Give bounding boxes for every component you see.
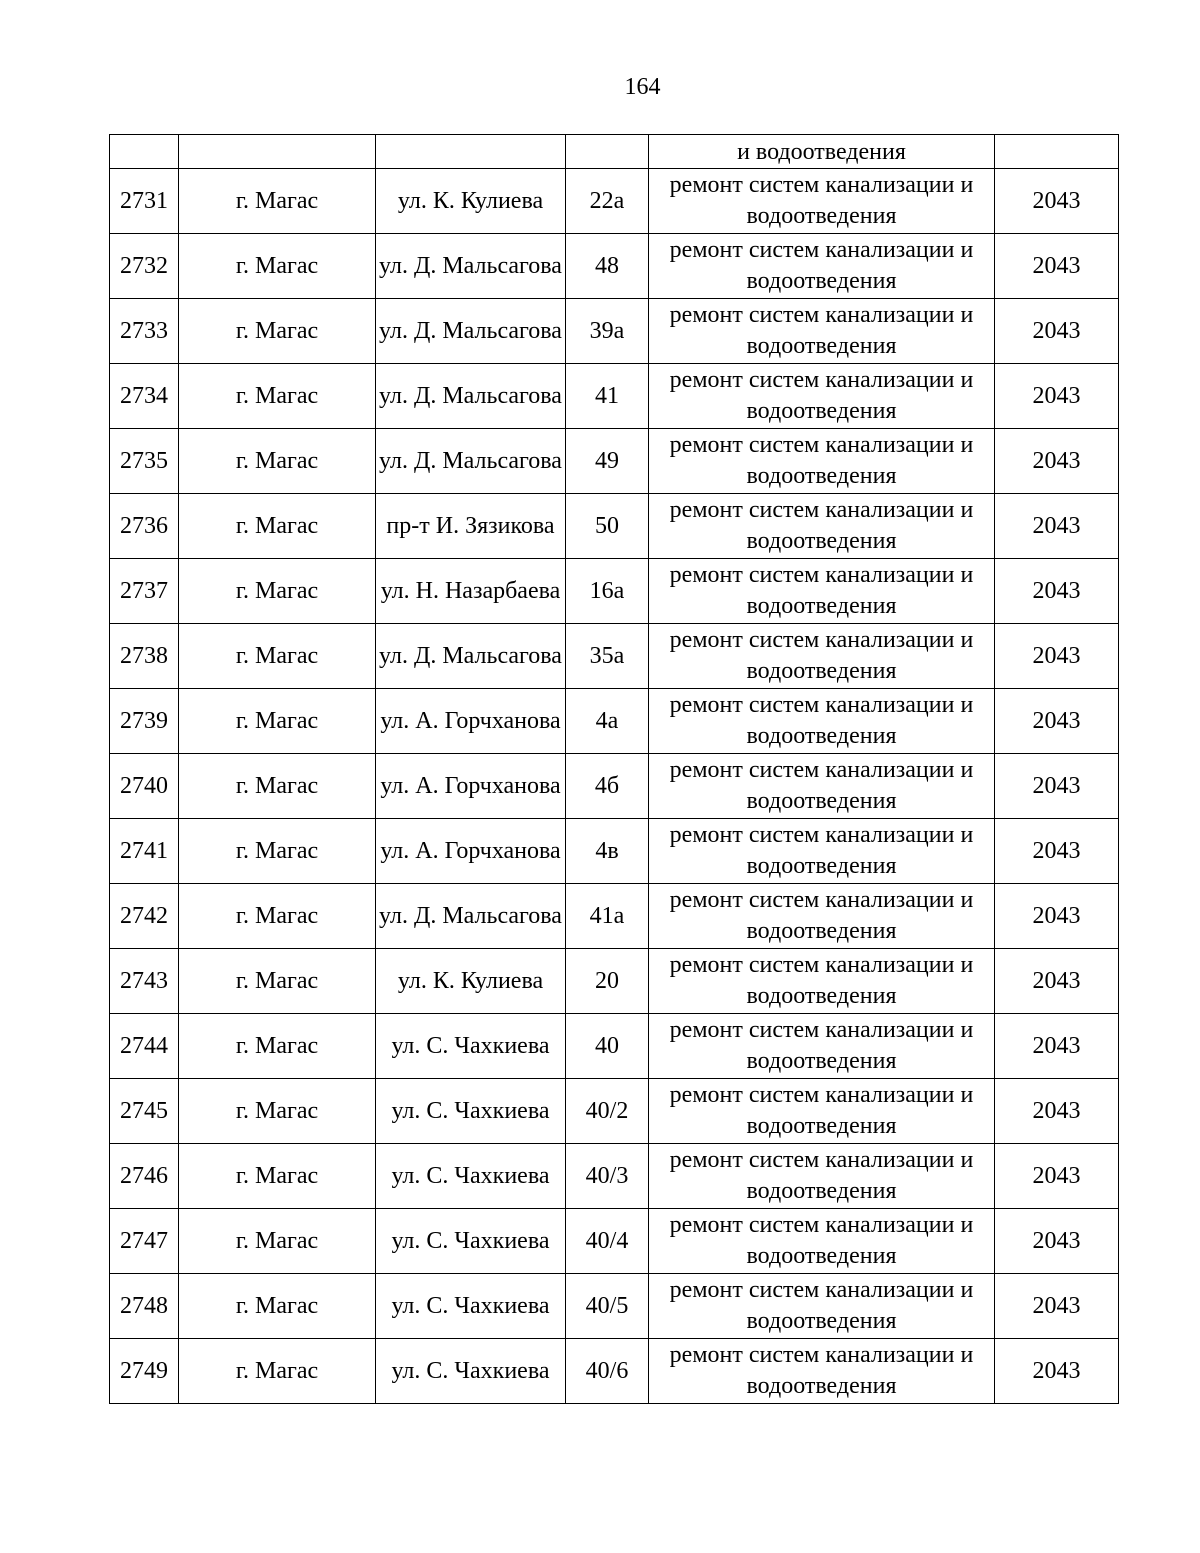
- table-row: [110, 884, 1119, 949]
- cell-city: г. Магас: [179, 689, 376, 754]
- cell-work: ремонт систем канализации и водоотведения: [649, 689, 995, 754]
- cell-work: ремонт систем канализации и водоотведения: [649, 819, 995, 884]
- cell-year: 2043: [995, 1274, 1119, 1339]
- cell-work: ремонт систем канализации и водоотведения: [649, 884, 995, 949]
- table-row: [110, 169, 1119, 234]
- cell-house: 20: [566, 949, 649, 1014]
- cell-num: 2731: [110, 169, 179, 234]
- cell-year: 2043: [995, 559, 1119, 624]
- table-row: [110, 1144, 1119, 1209]
- cell-work: ремонт систем канализации и водоотведения: [649, 299, 995, 364]
- cell-num: 2743: [110, 949, 179, 1014]
- cell-house: 50: [566, 494, 649, 559]
- registry-table: [109, 134, 1119, 1404]
- cell-street: ул. Д. Мальсагова: [376, 429, 566, 494]
- cell-work: ремонт систем канализации и водоотведения: [649, 559, 995, 624]
- cell-year: 2043: [995, 364, 1119, 429]
- cell-city: г. Магас: [179, 819, 376, 884]
- table-row: [110, 494, 1119, 559]
- cell-num: 2737: [110, 559, 179, 624]
- cell-work: ремонт систем канализации и водоотведения: [649, 1014, 995, 1079]
- cell-street: ул. А. Горчханова: [376, 689, 566, 754]
- table-row: [110, 299, 1119, 364]
- cell-street: ул. Д. Мальсагова: [376, 624, 566, 689]
- table-row: [110, 689, 1119, 754]
- cell-year: 2043: [995, 1014, 1119, 1079]
- cell-work: и водоотведения: [649, 135, 995, 169]
- cell-year: 2043: [995, 234, 1119, 299]
- cell-street: ул. Д. Мальсагова: [376, 299, 566, 364]
- cell-house: 40/5: [566, 1274, 649, 1339]
- cell-year: 2043: [995, 754, 1119, 819]
- cell-street: ул. А. Горчханова: [376, 819, 566, 884]
- cell-year: 2043: [995, 1144, 1119, 1209]
- cell-work: ремонт систем канализации и водоотведения: [649, 169, 995, 234]
- cell-work: ремонт систем канализации и водоотведения: [649, 1274, 995, 1339]
- cell-work: ремонт систем канализации и водоотведения: [649, 1339, 995, 1404]
- cell-house: 40/3: [566, 1144, 649, 1209]
- table-row: [110, 429, 1119, 494]
- table-row: [110, 1209, 1119, 1274]
- table-row: [110, 949, 1119, 1014]
- cell-city: г. Магас: [179, 494, 376, 559]
- cell-year: 2043: [995, 169, 1119, 234]
- cell-year: 2043: [995, 494, 1119, 559]
- cell-house: 40/6: [566, 1339, 649, 1404]
- cell-city: г. Магас: [179, 429, 376, 494]
- cell-num: 2736: [110, 494, 179, 559]
- cell-city: г. Магас: [179, 1339, 376, 1404]
- table-row: [110, 1339, 1119, 1404]
- cell-street: ул. С. Чахкиева: [376, 1274, 566, 1339]
- cell-year: 2043: [995, 1079, 1119, 1144]
- cell-house: 40: [566, 1014, 649, 1079]
- cell-year: 2043: [995, 949, 1119, 1014]
- cell-num: 2744: [110, 1014, 179, 1079]
- cell-num: 2741: [110, 819, 179, 884]
- cell-work: ремонт систем канализации и водоотведения: [649, 1144, 995, 1209]
- cell-house: 35а: [566, 624, 649, 689]
- cell-work: ремонт систем канализации и водоотведения: [649, 364, 995, 429]
- cell-num: 2747: [110, 1209, 179, 1274]
- cell-street: ул. С. Чахкиева: [376, 1209, 566, 1274]
- cell-street: ул. С. Чахкиева: [376, 1014, 566, 1079]
- cell-work: ремонт систем канализации и водоотведения: [649, 429, 995, 494]
- cell-year: 2043: [995, 819, 1119, 884]
- cell-num: 2734: [110, 364, 179, 429]
- cell-street: ул. К. Кулиева: [376, 949, 566, 1014]
- cell-city: г. Магас: [179, 1144, 376, 1209]
- cell-city: г. Магас: [179, 949, 376, 1014]
- cell-street: ул. Д. Мальсагова: [376, 884, 566, 949]
- cell-city: г. Магас: [179, 364, 376, 429]
- cell-city: г. Магас: [179, 1014, 376, 1079]
- table-row: [110, 1079, 1119, 1144]
- cell-year: 2043: [995, 1339, 1119, 1404]
- cell-work: ремонт систем канализации и водоотведения: [649, 754, 995, 819]
- cell-num: 2742: [110, 884, 179, 949]
- cell-num: [110, 135, 179, 169]
- cell-city: г. Магас: [179, 884, 376, 949]
- cell-city: г. Магас: [179, 169, 376, 234]
- table-row: [110, 1014, 1119, 1079]
- cell-city: г. Магас: [179, 299, 376, 364]
- cell-year: 2043: [995, 299, 1119, 364]
- registry-table-body: [110, 135, 1119, 1404]
- cell-year: 2043: [995, 884, 1119, 949]
- cell-street: ул. К. Кулиева: [376, 169, 566, 234]
- cell-num: 2739: [110, 689, 179, 754]
- cell-street: ул. А. Горчханова: [376, 754, 566, 819]
- cell-num: 2740: [110, 754, 179, 819]
- cell-house: 41: [566, 364, 649, 429]
- table-row: [110, 364, 1119, 429]
- cell-house: 4а: [566, 689, 649, 754]
- cell-city: г. Магас: [179, 1274, 376, 1339]
- cell-house: 4в: [566, 819, 649, 884]
- cell-year: [995, 135, 1119, 169]
- cell-num: 2745: [110, 1079, 179, 1144]
- cell-work: ремонт систем канализации и водоотведения: [649, 949, 995, 1014]
- continuation-row: [110, 135, 1119, 169]
- cell-street: ул. С. Чахкиева: [376, 1339, 566, 1404]
- cell-work: ремонт систем канализации и водоотведения: [649, 494, 995, 559]
- cell-city: г. Магас: [179, 234, 376, 299]
- table-row: [110, 1274, 1119, 1339]
- cell-num: 2735: [110, 429, 179, 494]
- cell-num: 2748: [110, 1274, 179, 1339]
- cell-city: г. Магас: [179, 559, 376, 624]
- cell-city: [179, 135, 376, 169]
- cell-num: 2738: [110, 624, 179, 689]
- cell-num: 2749: [110, 1339, 179, 1404]
- cell-num: 2732: [110, 234, 179, 299]
- cell-house: 4б: [566, 754, 649, 819]
- cell-work: ремонт систем канализации и водоотведения: [649, 624, 995, 689]
- cell-num: 2746: [110, 1144, 179, 1209]
- cell-city: г. Магас: [179, 754, 376, 819]
- cell-street: ул. С. Чахкиева: [376, 1079, 566, 1144]
- cell-house: [566, 135, 649, 169]
- table-row: [110, 559, 1119, 624]
- cell-house: 41а: [566, 884, 649, 949]
- cell-house: 39а: [566, 299, 649, 364]
- cell-street: ул. Д. Мальсагова: [376, 364, 566, 429]
- cell-street: ул. Н. Назарбаева: [376, 559, 566, 624]
- cell-street: [376, 135, 566, 169]
- cell-house: 22а: [566, 169, 649, 234]
- cell-work: ремонт систем канализации и водоотведения: [649, 234, 995, 299]
- cell-work: ремонт систем канализации и водоотведения: [649, 1079, 995, 1144]
- table-row: [110, 624, 1119, 689]
- cell-house: 40/2: [566, 1079, 649, 1144]
- page-number: 164: [624, 74, 661, 100]
- cell-city: г. Магас: [179, 1209, 376, 1274]
- cell-house: 40/4: [566, 1209, 649, 1274]
- cell-street: ул. С. Чахкиева: [376, 1144, 566, 1209]
- table-row: [110, 234, 1119, 299]
- cell-city: г. Магас: [179, 1079, 376, 1144]
- cell-year: 2043: [995, 624, 1119, 689]
- table-row: [110, 754, 1119, 819]
- cell-year: 2043: [995, 1209, 1119, 1274]
- cell-year: 2043: [995, 429, 1119, 494]
- cell-street: пр-т И. Зязикова: [376, 494, 566, 559]
- cell-house: 48: [566, 234, 649, 299]
- cell-num: 2733: [110, 299, 179, 364]
- table-row: [110, 819, 1119, 884]
- cell-street: ул. Д. Мальсагова: [376, 234, 566, 299]
- cell-house: 49: [566, 429, 649, 494]
- cell-house: 16а: [566, 559, 649, 624]
- cell-year: 2043: [995, 689, 1119, 754]
- cell-work: ремонт систем канализации и водоотведения: [649, 1209, 995, 1274]
- cell-city: г. Магас: [179, 624, 376, 689]
